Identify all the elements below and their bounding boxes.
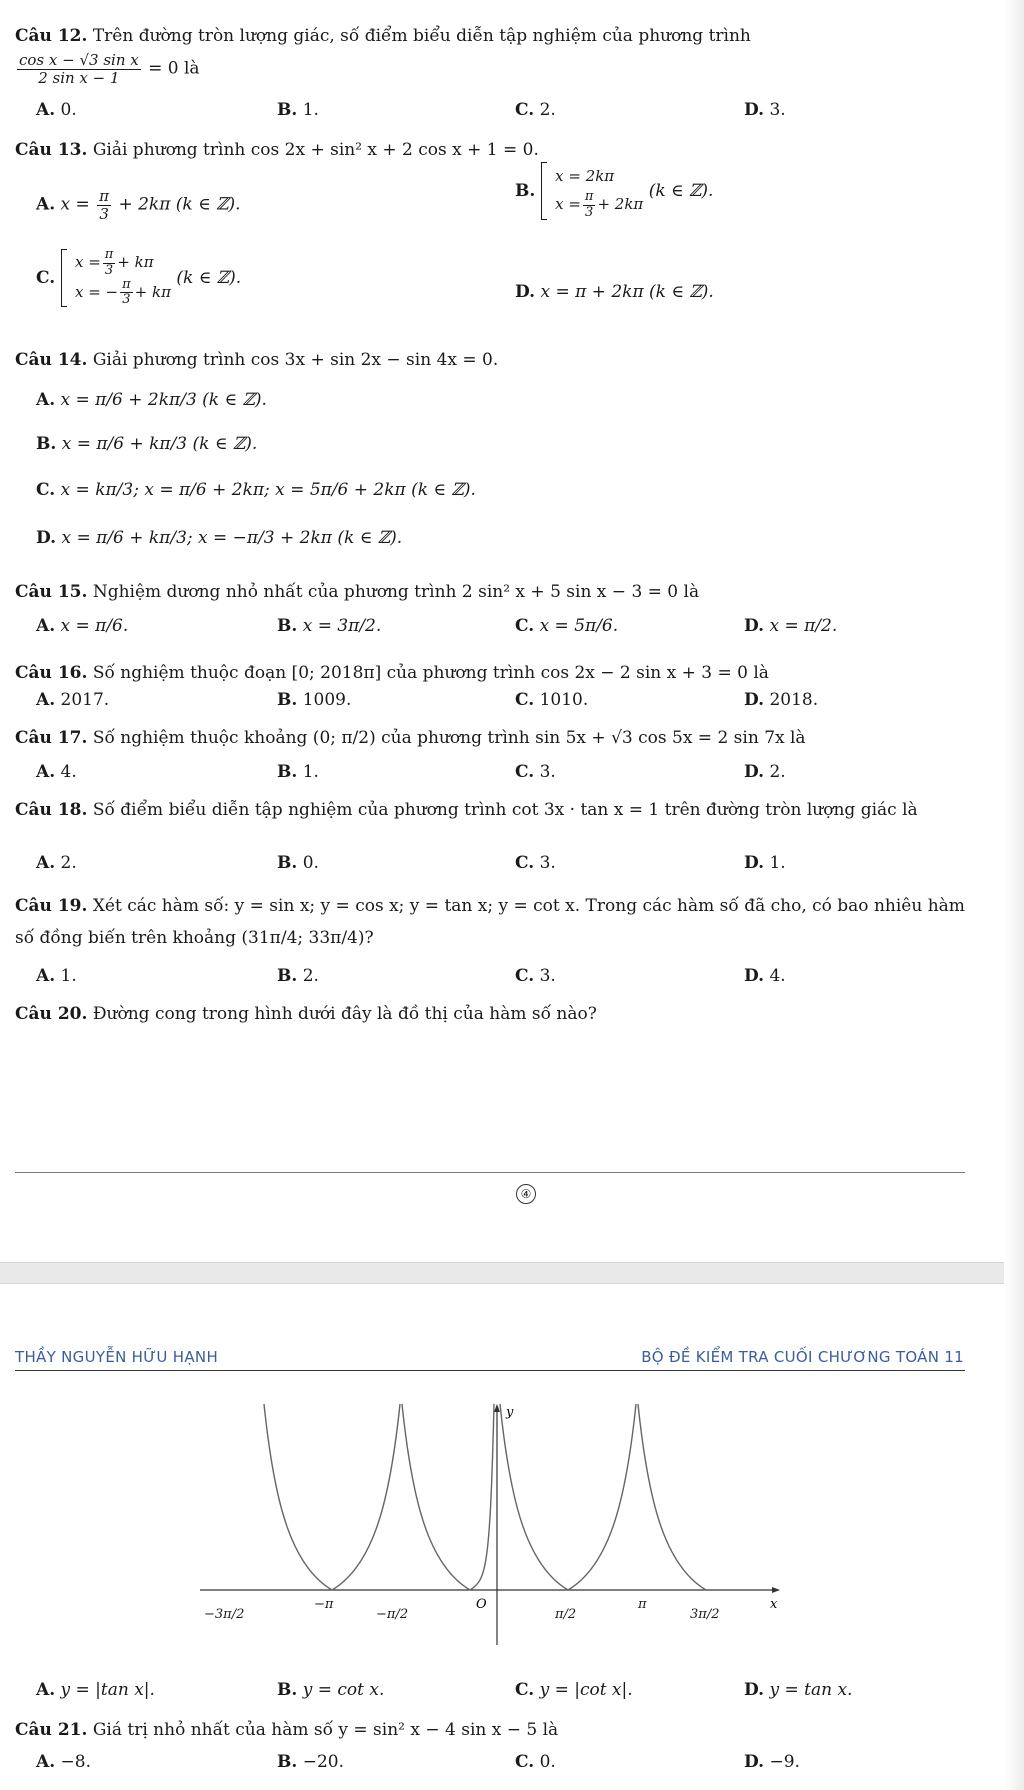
- q14-option-c-key: C.: [36, 480, 56, 500]
- q20-option-b-key: B.: [277, 1680, 298, 1700]
- q12-option-a[interactable]: [36, 100, 77, 120]
- q12-equation: [15, 52, 994, 86]
- q13-b-l2a: x =: [555, 195, 581, 214]
- q13-c-l2a: x = −: [74, 282, 119, 301]
- curve-branch-4: [638, 1404, 706, 1590]
- q17-option-a-text: 4.: [60, 762, 77, 782]
- q21-option-c-text: 0.: [539, 1752, 556, 1772]
- header-title: BỘ ĐỀ KIỂM TRA CUỐI CHƯƠNG TOÁN 11: [641, 1348, 964, 1366]
- q14-option-d-key: D.: [36, 528, 57, 548]
- q15-option-a[interactable]: [36, 616, 128, 636]
- q13-b-line1: x = 2kπ: [555, 167, 615, 186]
- q19-option-c-text: 3.: [539, 966, 556, 986]
- page-gap: [0, 1262, 1024, 1284]
- q14-option-c[interactable]: [36, 480, 476, 500]
- q18-option-b-text: 0.: [302, 853, 319, 873]
- q18-option-a-text: 2.: [60, 853, 77, 873]
- q13-a-pre: x =: [60, 194, 90, 215]
- tick-neg-pi: −π: [314, 1597, 334, 1612]
- q12-option-b[interactable]: [277, 100, 319, 120]
- q15-text: Nghiệm dương nhỏ nhất của phương trình 2 sin² x + 5 sin x − 3 = 0 là: [92, 582, 700, 602]
- q12-option-d-text: 3.: [769, 100, 786, 120]
- q17-option-b[interactable]: [277, 762, 319, 782]
- q14-option-b[interactable]: [36, 434, 257, 454]
- q18-option-c[interactable]: [515, 853, 556, 873]
- q16-option-c-key: C.: [515, 690, 535, 710]
- q12-numerator: cos x − √3 sin x: [19, 51, 139, 69]
- q13-option-b[interactable]: [515, 162, 713, 220]
- q15-option-b-key: B.: [277, 616, 298, 636]
- q13-a-den: 3: [99, 204, 109, 223]
- q19-option-a-text: 1.: [60, 966, 77, 986]
- y-axis-arrow-icon: [494, 1404, 500, 1412]
- q17-option-d-text: 2.: [769, 762, 786, 782]
- q18-option-a-key: A.: [36, 853, 56, 873]
- q19-option-b[interactable]: [277, 966, 319, 986]
- q15-option-d-text: x = π/2.: [769, 616, 838, 636]
- tick-neg-pi-2: −π/2: [376, 1607, 409, 1622]
- q13-b-frac: [583, 190, 596, 220]
- q13-option-d-key: D.: [515, 282, 536, 302]
- q13-c-num1: π: [104, 247, 114, 263]
- curve-branch-1: [264, 1404, 400, 1590]
- q13-c-frac1: [103, 248, 116, 278]
- q19-option-d[interactable]: [744, 966, 786, 986]
- q20-option-c[interactable]: [515, 1680, 633, 1700]
- q19-option-c-key: C.: [515, 966, 535, 986]
- q13-c-line1: [75, 248, 171, 278]
- q20-option-c-key: C.: [515, 1680, 535, 1700]
- q13-b-system: [555, 162, 643, 220]
- q16-option-b-key: B.: [277, 690, 298, 710]
- q15-option-a-key: A.: [36, 616, 56, 636]
- q18-option-b-key: B.: [277, 853, 298, 873]
- q12-option-d-key: D.: [744, 100, 765, 120]
- q19-option-a-key: A.: [36, 966, 56, 986]
- q20-option-a-key: A.: [36, 1680, 56, 1700]
- q21-option-b[interactable]: [277, 1752, 344, 1772]
- q20-option-a-text: y = |tan x|.: [60, 1680, 155, 1700]
- q14-option-b-key: B.: [36, 434, 57, 454]
- q15-label: Câu 15.: [15, 582, 88, 602]
- q12-option-b-text: 1.: [302, 100, 319, 120]
- q21-option-d-text: −9.: [769, 1752, 800, 1772]
- q16-option-d-key: D.: [744, 690, 765, 710]
- q12-option-c-text: 2.: [539, 100, 556, 120]
- q12-option-a-key: A.: [36, 100, 56, 120]
- q16-text: Số nghiệm thuộc đoạn [0; 2018π] của phương trình cos 2x − 2 sin x + 3 = 0 là: [92, 663, 769, 683]
- question-21: [15, 1720, 994, 1741]
- q13-option-d[interactable]: [515, 282, 714, 302]
- x-axis-arrow-icon: [772, 1587, 780, 1593]
- q15-option-c-text: x = 5π/6.: [539, 616, 619, 636]
- q16-option-c-text: 1010.: [539, 690, 589, 710]
- q13-c-k: (k ∈ ℤ).: [176, 267, 242, 288]
- q18-option-c-key: C.: [515, 853, 535, 873]
- q17-option-a-key: A.: [36, 762, 56, 782]
- q12-option-d[interactable]: [744, 100, 786, 120]
- q14-d-text: x = π/6 + kπ/3; x = −π/3 + 2kπ (k ∈ ℤ).: [61, 528, 403, 548]
- q13-option-a-key: A.: [36, 194, 56, 215]
- q14-option-d[interactable]: [36, 528, 402, 548]
- q13-a-num: π: [99, 187, 110, 205]
- q13-a-post: + 2kπ (k ∈ ℤ).: [118, 194, 241, 215]
- q21-option-a-key: A.: [36, 1752, 56, 1772]
- q13-c-den1: 3: [104, 262, 114, 278]
- q17-option-c-key: C.: [515, 762, 535, 782]
- q12-option-c[interactable]: [515, 100, 556, 120]
- q13-option-c-key: C.: [36, 267, 56, 288]
- header-author: THẦY NGUYỄN HỮU HẠNH: [15, 1348, 219, 1366]
- q17-option-d-key: D.: [744, 762, 765, 782]
- q21-option-c[interactable]: [515, 1752, 556, 1772]
- q16-option-d-text: 2018.: [769, 690, 819, 710]
- q13-b-l2b: + 2kπ: [597, 195, 644, 214]
- q17-option-b-key: B.: [277, 762, 298, 782]
- q17-option-b-text: 1.: [302, 762, 319, 782]
- q14-option-a-key: A.: [36, 390, 56, 410]
- q18-option-a[interactable]: [36, 853, 77, 873]
- q17-option-c[interactable]: [515, 762, 556, 782]
- tick-3pi-2: 3π/2: [690, 1607, 720, 1622]
- q12-option-a-text: 0.: [60, 100, 77, 120]
- q14-b-text: x = π/6 + kπ/3 (k ∈ ℤ).: [61, 434, 258, 454]
- q15-option-b-text: x = 3π/2.: [302, 616, 382, 636]
- q13-c-l2b: + kπ: [134, 282, 171, 301]
- question-20: [15, 1004, 994, 1025]
- q16-label: Câu 16.: [15, 663, 88, 683]
- q14-option-a[interactable]: [36, 390, 267, 410]
- q18-option-d[interactable]: [744, 853, 786, 873]
- q18-option-b[interactable]: [277, 853, 319, 873]
- q20-option-c-text: y = |cot x|.: [539, 1680, 633, 1700]
- page-edge-shadow: [1004, 0, 1024, 1790]
- question-14: [15, 350, 994, 371]
- curve-branch-3: [500, 1404, 636, 1590]
- q13-b-den: 3: [585, 204, 594, 220]
- tick-neg-3pi-2: −3π/2: [204, 1607, 245, 1622]
- q20-option-a[interactable]: [36, 1680, 155, 1700]
- q19-option-a[interactable]: [36, 966, 77, 986]
- question-19: [15, 890, 975, 955]
- origin-label: O: [476, 1597, 487, 1612]
- q20-option-b[interactable]: [277, 1680, 384, 1700]
- question-13: [15, 140, 994, 161]
- q21-option-c-key: C.: [515, 1752, 535, 1772]
- q13-text: Giải phương trình cos 2x + sin² x + 2 cos x + 1 = 0.: [92, 140, 539, 160]
- q21-option-b-key: B.: [277, 1752, 298, 1772]
- page-footer-rule: [15, 1172, 965, 1173]
- q20-option-b-text: y = cot x.: [302, 1680, 385, 1700]
- q14-label: Câu 14.: [15, 350, 88, 370]
- q21-option-d-key: D.: [744, 1752, 765, 1772]
- q18-option-c-text: 3.: [539, 853, 556, 873]
- q16-option-b[interactable]: [277, 690, 351, 710]
- q20-option-d-key: D.: [744, 1680, 765, 1700]
- q12-fraction: [17, 52, 141, 86]
- q18-text: Số điểm biểu diễn tập nghiệm của phương trình cot 3x · tan x = 1 trên đường tròn lượng giác là: [92, 800, 918, 820]
- q13-c-den2: 3: [122, 292, 131, 308]
- q13-c-system: [75, 248, 171, 308]
- q13-b-num: π: [584, 189, 594, 205]
- q15-option-d[interactable]: [744, 616, 837, 636]
- q20-label: Câu 20.: [15, 1004, 88, 1024]
- q21-label: Câu 21.: [15, 1720, 88, 1740]
- x-axis-label: x: [770, 1597, 778, 1612]
- q13-label: Câu 13.: [15, 140, 88, 160]
- q13-c-line2: [75, 278, 171, 308]
- q16-option-a-key: A.: [36, 690, 56, 710]
- q21-option-d[interactable]: [744, 1752, 800, 1772]
- q13-d-text: x = π + 2kπ (k ∈ ℤ).: [540, 282, 714, 302]
- abs-cot-graph: [180, 1390, 800, 1660]
- q16-option-a[interactable]: [36, 690, 109, 710]
- q13-c-frac2: [120, 278, 133, 308]
- q12-text: Trên đường tròn lượng giác, số điểm biểu diễn tập nghiệm của phương trình: [92, 26, 751, 46]
- q13-c-l1b: + kπ: [117, 253, 154, 271]
- q16-option-b-text: 1009.: [302, 690, 352, 710]
- question-17: [15, 728, 994, 749]
- y-axis-label: y: [506, 1405, 514, 1420]
- q19-option-b-key: B.: [277, 966, 298, 986]
- q13-c-bracket: [61, 249, 67, 307]
- question-12: [15, 26, 994, 47]
- q21-text: Giá trị nhỏ nhất của hàm số y = sin² x − 4 sin x − 5 là: [92, 1720, 559, 1740]
- q21-option-a[interactable]: [36, 1752, 91, 1772]
- question-18: [15, 800, 975, 821]
- q13-c-num2: π: [122, 277, 131, 292]
- q12-option-c-key: C.: [515, 100, 535, 120]
- page-number: ④: [516, 1184, 536, 1204]
- q20-option-d-text: y = tan x.: [769, 1680, 853, 1700]
- q18-label: Câu 18.: [15, 800, 88, 820]
- question-16: [15, 663, 994, 684]
- q15-option-c-key: C.: [515, 616, 535, 636]
- curve-branch-2: [402, 1404, 494, 1590]
- q15-option-c[interactable]: [515, 616, 618, 636]
- q16-option-a-text: 2017.: [60, 690, 110, 710]
- tick-pi: π: [638, 1597, 647, 1612]
- q13-b-k: (k ∈ ℤ).: [648, 181, 714, 201]
- q17-option-c-text: 3.: [539, 762, 556, 782]
- question-15: [15, 582, 994, 603]
- q15-option-d-key: D.: [744, 616, 765, 636]
- q19-option-d-key: D.: [744, 966, 765, 986]
- q13-option-b-key: B.: [515, 181, 536, 201]
- q13-option-a[interactable]: [36, 188, 241, 222]
- header-rule: [15, 1370, 965, 1371]
- q15-option-b[interactable]: [277, 616, 381, 636]
- q18-option-d-key: D.: [744, 853, 765, 873]
- tick-pi-2: π/2: [555, 1607, 577, 1622]
- q20-text: Đường cong trong hình dưới đây là đồ thị của hàm số nào?: [92, 1004, 597, 1024]
- q19-option-c[interactable]: [515, 966, 556, 986]
- q17-option-d[interactable]: [744, 762, 786, 782]
- q19-label: Câu 19.: [15, 896, 88, 916]
- q12-denominator: 2 sin x − 1: [38, 68, 120, 87]
- q17-label: Câu 17.: [15, 728, 88, 748]
- q14-c-text: x = kπ/3; x = π/6 + 2kπ; x = 5π/6 + 2kπ (k ∈ ℤ).: [60, 480, 476, 500]
- q18-option-d-text: 1.: [769, 853, 786, 873]
- q20-option-d[interactable]: [744, 1680, 852, 1700]
- q12-label: Câu 12.: [15, 26, 88, 46]
- q19-text: Xét các hàm số: y = sin x; y = cos x; y = tan x; y = cot x. Trong các hàm số đã cho, có bao nhiêu hàm số đồng biến trên khoảng (31π/4; 33π/4)?: [15, 896, 965, 949]
- q16-option-d[interactable]: [744, 690, 818, 710]
- q19-option-b-text: 2.: [302, 966, 319, 986]
- q13-option-c[interactable]: [36, 248, 241, 308]
- q14-a-text: x = π/6 + 2kπ/3 (k ∈ ℤ).: [60, 390, 267, 410]
- q12-option-b-key: B.: [277, 100, 298, 120]
- q13-a-frac: [97, 188, 111, 222]
- q19-option-d-text: 4.: [769, 966, 786, 986]
- q14-text: Giải phương trình cos 3x + sin 2x − sin 4x = 0.: [92, 350, 499, 370]
- q13-c-l1a: x =: [74, 253, 101, 271]
- q12-tail: = 0 là: [148, 58, 200, 79]
- q13-b-bracket: [541, 162, 547, 220]
- q21-option-a-text: −8.: [60, 1752, 91, 1772]
- q15-option-a-text: x = π/6.: [60, 616, 129, 636]
- q17-option-a[interactable]: [36, 762, 77, 782]
- q16-option-c[interactable]: [515, 690, 588, 710]
- q17-text: Số nghiệm thuộc khoảng (0; π/2) của phương trình sin 5x + √3 cos 5x = 2 sin 7x là: [92, 728, 806, 748]
- q21-option-b-text: −20.: [302, 1752, 344, 1772]
- q13-b-line2: [555, 190, 643, 220]
